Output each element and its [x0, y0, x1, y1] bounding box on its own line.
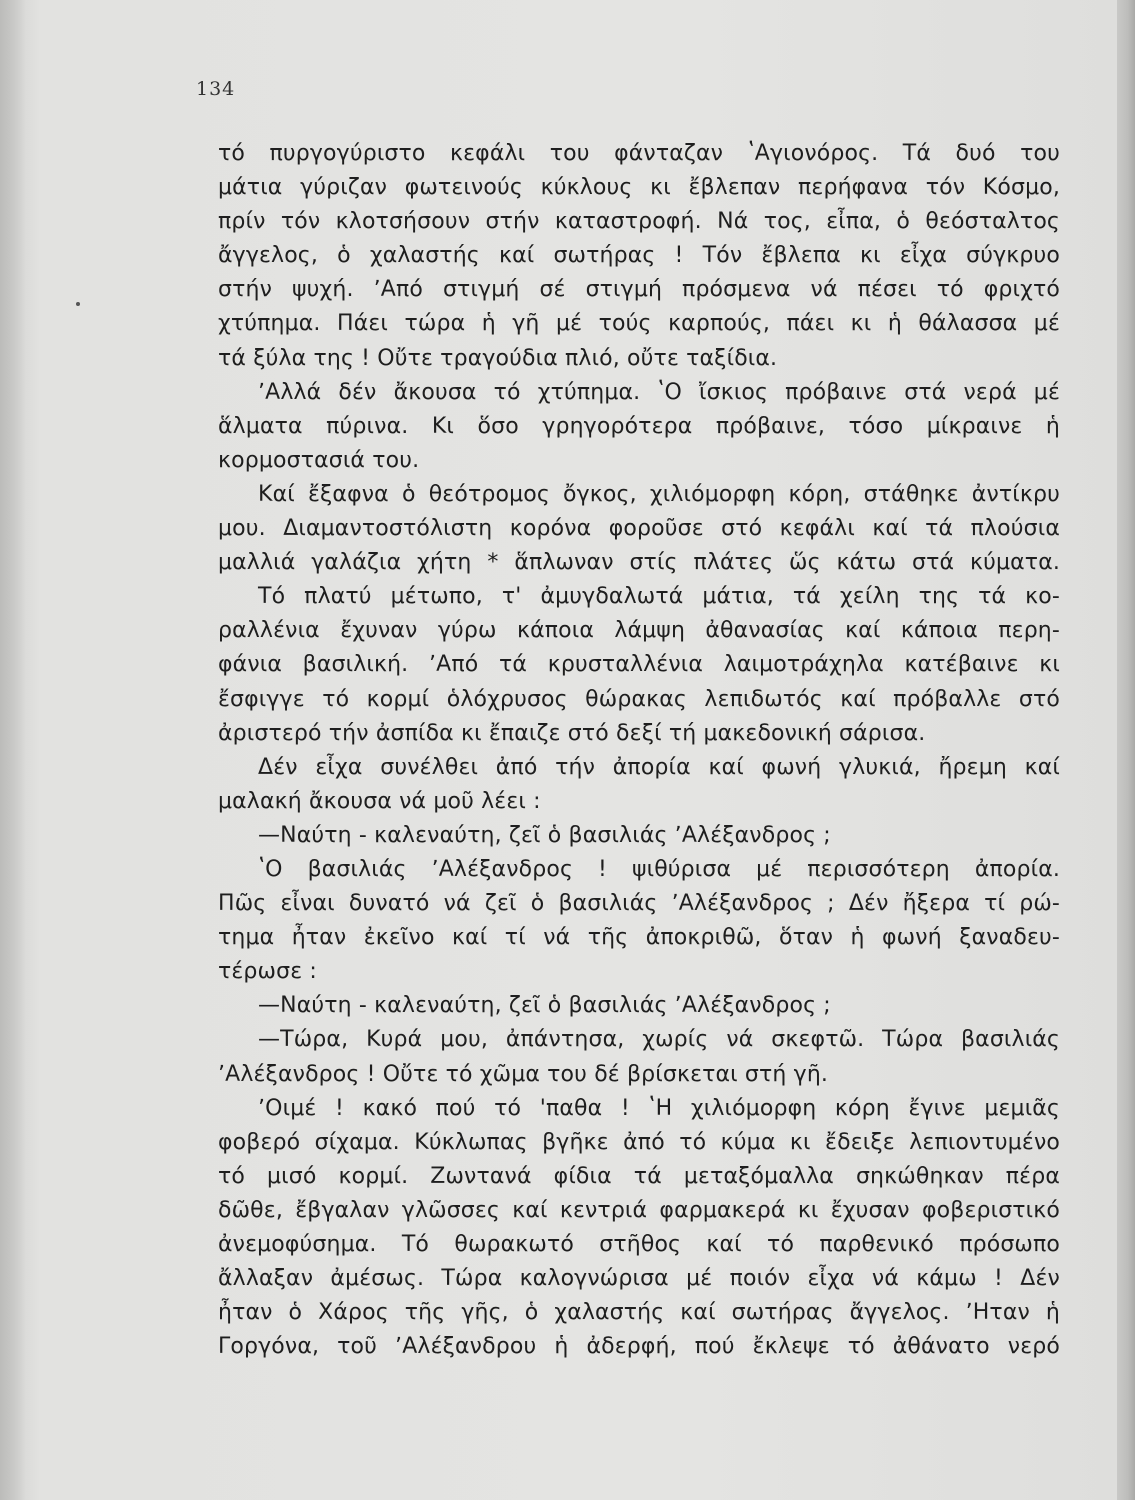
text-line: ἄγγελος, ὁ χαλαστής καί σωτήρας ! Τόν ἔβλεπα κι εἶχα σύγκρυο — [218, 243, 1060, 269]
text-line: Καί ἔξαφνα ὁ θεότρομος ὄγκος, χιλιόμορφη κόρη, στάθηκε ἀντίκρυ — [258, 481, 1060, 507]
page-number: 134 — [196, 78, 236, 100]
stray-ink-mark — [76, 302, 80, 306]
text-line: τό μισό κορμί. Ζωντανά φίδια τά μεταξόμαλλα σηκώθηκαν πέρα — [218, 1163, 1060, 1189]
text-line: Πῶς εἶναι δυνατό νά ζεῖ ὁ βασιλιάς ʼΑλέξανδρος ; Δέν ἤξερα τί ρώ- — [218, 891, 1060, 917]
text-line: ἅλματα πύρινα. Κι ὅσο γρηγορότερα πρόβαινε, τόσο μίκραινε ἡ — [218, 413, 1060, 439]
text-line: —Ναύτη - καλεναύτη, ζεῖ ὁ βασιλιάς ʼΑλέξανδρος ; — [258, 993, 831, 1019]
page-edge — [1117, 0, 1135, 1500]
text-line: πρίν τόν κλοτσήσουν στήν καταστροφή. Νά τος, εἶπα, ὁ θεόσταλτος — [218, 209, 1060, 235]
text-line: τά ξύλα της ! Οὔτε τραγούδια πλιό, οὔτε ταξίδια. — [218, 345, 778, 371]
text-line: τημα ἦταν ἐκεῖνο καί τί νά τῆς ἀποκριθῶ, ὅταν ἡ φωνή ξαναδευ- — [218, 925, 1060, 951]
text-line: ἦταν ὁ Χάρος τῆς γῆς, ὁ χαλαστής καί σωτήρας ἄγγελος. ʼΗταν ἡ — [218, 1300, 1060, 1326]
text-line: ἀνεμοφύσημα. Τό θωρακωτό στῆθος καί τό παρθενικό πρόσωπο — [218, 1232, 1060, 1257]
text-line: Γοργόνα, τοῦ ʼΑλέξανδρου ἡ ἀδερφή, πού ἔκλεψε τό ἀθάνατο νερό — [218, 1334, 1060, 1360]
text-line: μάτια γύριζαν φωτεινούς κύκλους κι ἔβλεπαν περήφανα τόν Κόσμο, — [218, 175, 1060, 201]
page-gutter-shadow — [0, 0, 26, 1500]
text-line: φοβερό σίχαμα. Κύκλωπας βγῆκε ἀπό τό κύμα κι ἔδειξε λεπιοντυμένο — [218, 1129, 1060, 1155]
text-line: τό πυργογύριστο κεφάλι του φάνταζαν ʽΑγιονόρος. Τά δυό του — [218, 141, 1060, 166]
body-text — [218, 137, 1060, 1364]
text-line: χτύπημα. Πάει τώρα ἡ γῆ μέ τούς καρπούς, πάει κι ἡ θάλασσα μέ — [218, 311, 1060, 337]
text-line: —Ναύτη - καλεναύτη, ζεῖ ὁ βασιλιάς ʼΑλέξανδρος ; — [258, 822, 831, 848]
text-line: ἀριστερό τήν ἀσπίδα κι ἔπαιζε στό δεξί τή μακεδονική σάρισα. — [218, 720, 926, 746]
text-line: ʼΑλλά δέν ἄκουσα τό χτύπημα. ʽΟ ἴσκιος πρόβαινε στά νερά μέ — [258, 379, 1060, 405]
text-line: μου. Διαμαντοστόλιστη κορόνα φοροῦσε στό κεφάλι καί τά πλούσια — [218, 516, 1060, 542]
text-line: ʽΟ βασιλιάς ʼΑλέξανδρος ! ψιθύρισα μέ περισσότερη ἀπορία. — [258, 856, 1060, 882]
text-line: στήν ψυχή. ʼΑπό στιγμή σέ στιγμή πρόσμενα νά πέσει τό φριχτό — [218, 277, 1060, 303]
text-line: Τό πλατύ μέτωπο, τ' ἀμυγδαλωτά μάτια, τά χείλη της τά κο- — [258, 584, 1060, 610]
text-line: μαλακή ἄκουσα νά μοῦ λέει : — [218, 788, 541, 814]
text-line: ραλλένια ἔχυναν γύρω κάποια λάμψη ἀθανασίας καί κάποια περη- — [218, 618, 1060, 644]
text-line: ἔσφιγγε τό κορμί ὁλόχρυσος θώρακας λεπιδωτός καί πρόβαλλε στό — [218, 686, 1060, 712]
text-line: —Τώρα, Κυρά μου, ἀπάντησα, χωρίς νά σκεφτῶ. Τώρα βασιλιάς — [258, 1027, 1060, 1053]
text-line: κορμοστασιά του. — [218, 447, 420, 473]
text-line: δῶθε, ἔβγαλαν γλῶσσες καί κεντριά φαρμακερά κι ἔχυσαν φοβεριστικό — [218, 1197, 1060, 1223]
text-line: μαλλιά γαλάζια χήτη * ἅπλωναν στίς πλάτες ὥς κάτω στά κύματα. — [218, 550, 1060, 576]
text-line: ἄλλαξαν ἀμέσως. Τώρα καλογνώρισα μέ ποιόν εἶχα νά κάμω ! Δέν — [218, 1266, 1060, 1292]
text-line: ʼΟιμέ ! κακό πού τό 'παθα ! ʽΗ χιλιόμορφη κόρη ἔγινε μεμιᾶς — [258, 1095, 1060, 1121]
text-line: φάνια βασιλική. ʼΑπό τά κρυσταλλένια λαιμοτράχηλα κατέβαινε κι — [218, 652, 1060, 678]
text-line: ʼΑλέξανδρος ! Οὔτε τό χῶμα του δέ βρίσκεται στή γῆ. — [218, 1061, 829, 1087]
text-line: τέρωσε : — [218, 959, 317, 985]
text-line: Δέν εἶχα συνέλθει ἀπό τήν ἀπορία καί φωνή γλυκιά, ἤρεμη καί — [258, 754, 1060, 780]
